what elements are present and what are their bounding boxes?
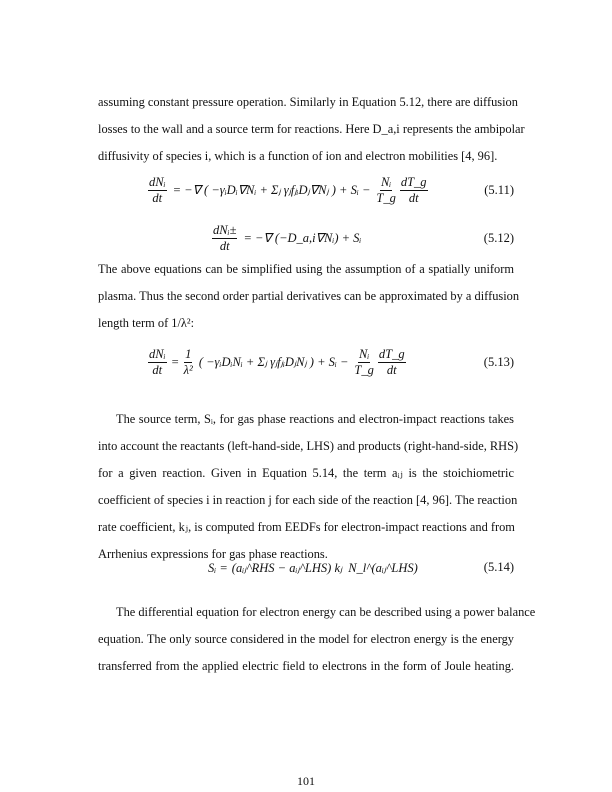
- fraction-denominator: dt: [152, 190, 163, 205]
- fraction-denominator: T_g: [354, 362, 374, 377]
- equation-5-14: [98, 552, 514, 588]
- text-line: The source term, Sᵢ, for gas phase reactions and electron-impact reactions takes: [116, 412, 514, 426]
- equation-body: = −∇ ( −γᵢDᵢ∇Nᵢ + Σⱼ γⱼfⱼᵢDⱼ∇Nⱼ ) + Sᵢ −: [172, 183, 371, 197]
- fraction-numerator: Nᵢ: [380, 174, 392, 189]
- fraction-numerator: 1: [185, 346, 192, 361]
- fraction-numerator: dNᵢ: [149, 174, 166, 189]
- equation-number: (5.12): [483, 231, 514, 245]
- text-line: into account the reactants (left-hand-side, LHS) and products (right-hand-side, RHS): [98, 439, 519, 453]
- equation-body: ( −γᵢDᵢNᵢ + Σⱼ γⱼfⱼᵢDⱼNⱼ ) + Sᵢ −: [198, 355, 349, 369]
- text-line: losses to the wall and a source term for reactions. Here D_a,i represents the ambipolar: [98, 122, 525, 136]
- fraction-numerator: dT_g: [400, 174, 427, 189]
- fraction-denominator: dt: [219, 238, 230, 253]
- fraction-numerator: dT_g: [378, 346, 405, 361]
- fraction-denominator: dt: [386, 362, 397, 377]
- equation-number: (5.13): [483, 355, 514, 369]
- text-line: plasma. Thus the second order partial derivatives can be approximated by a diffusion: [98, 289, 520, 303]
- equation-5-11: [98, 172, 514, 212]
- equation-lhs: Sᵢ =: [208, 560, 228, 575]
- text-line: assuming constant pressure operation. Similarly in Equation 5.12, there are diffusion: [98, 95, 518, 109]
- text-line: for a given reaction. Given in Equation 5.14, the term aᵢⱼ is the stoichiometric: [98, 466, 514, 480]
- equation-tail: N_l^(aᵢⱼ^LHS): [348, 561, 418, 575]
- equation-5-13: $\frac{\text{dNᵢ}}{dt}$ = $\frac{1}{\text{λ²}}$ ( −γᵢDᵢNᵢ + Σⱼ γⱼfⱼᵢDⱼNⱼ ) + Sᵢ − $\frac{\text{Nᵢ}}{T\_g}$ $\frac{dT\_g}{dt}$ (5.13): [149, 346, 514, 377]
- fraction-denominator: dt: [152, 362, 163, 377]
- equation-body: = −∇ (−D_a,i∇Nᵢ) + Sᵢ: [243, 231, 362, 245]
- page-number: 101: [297, 774, 315, 788]
- equation-5-12: [98, 222, 514, 258]
- equation-number: (5.11): [484, 183, 514, 197]
- fraction-denominator: T_g: [376, 190, 396, 205]
- text-line: Arrhenius expressions for gas phase reactions.: [98, 547, 328, 561]
- text-line: coefficient of species i in reaction j for each side of the reaction [4, 96]. The reaction: [98, 493, 518, 507]
- equation-body: (aᵢⱼ^RHS − aᵢⱼ^LHS) kⱼ: [231, 561, 343, 575]
- text-line: diffusivity of species i, which is a function of ion and electron mobilities [4, 96].: [98, 149, 498, 163]
- text-line: The differential equation for electron energy can be described using a power balance: [116, 605, 536, 619]
- text-line: rate coefficient, kⱼ, is computed from EEDFs for electron-impact reactions and from: [98, 520, 515, 534]
- text-line: equation. The only source considered in the model for electron energy is the energy: [98, 632, 514, 646]
- fraction-denominator: dt: [408, 190, 419, 205]
- text-line: The above equations can be simplified using the assumption of a spatially uniform: [98, 262, 514, 276]
- fraction-numerator: dNᵢ: [149, 346, 166, 361]
- fraction-denominator: λ²: [183, 362, 193, 377]
- equation-number: (5.14): [483, 560, 514, 574]
- fraction-numerator: dNᵢ±: [213, 222, 237, 237]
- text-line: transferred from the applied electric field to electrons in the form of Joule heating.: [98, 659, 514, 673]
- text-line: length term of 1/λ²:: [98, 316, 195, 330]
- fraction-numerator: Nᵢ: [358, 346, 370, 361]
